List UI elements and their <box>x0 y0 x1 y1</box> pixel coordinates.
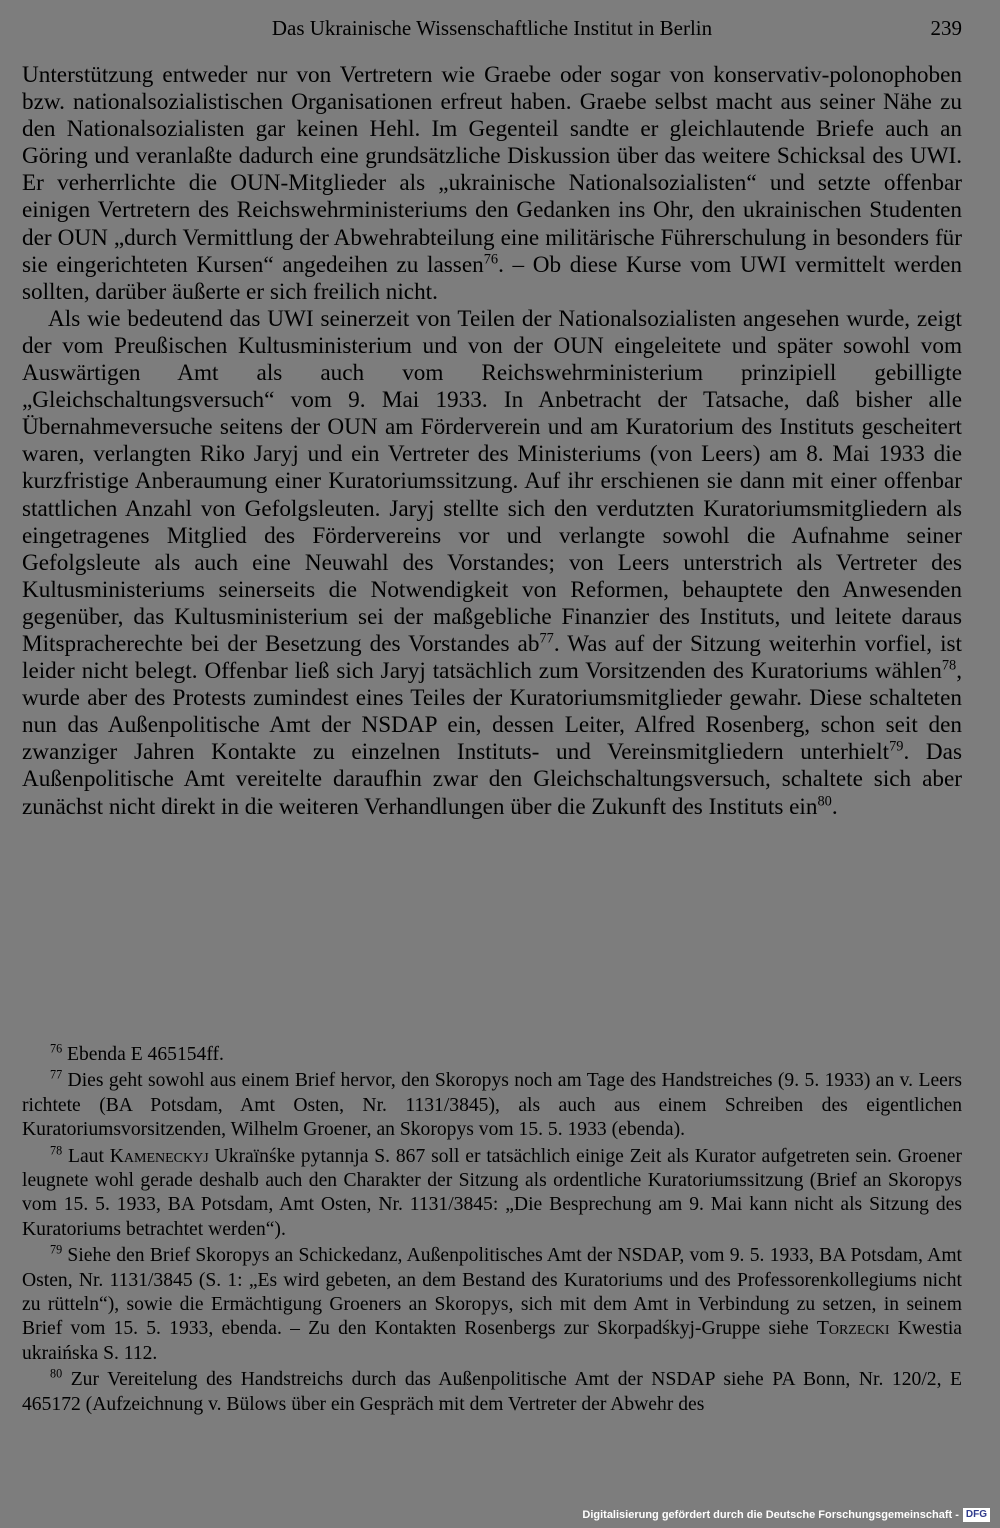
paragraph-2-text-b: . Was auf der Sitzung weiterhin vorfiel, ist leider nicht belegt. Offenbar ließ sich Jaryj tatsächlich zum Vorsitzenden des Kuratoriums wählen <box>22 630 963 685</box>
digitization-notice-text: Digitalisierung gefördert durch die Deutsche Forschungsgemeinschaft - <box>582 1509 959 1521</box>
footnote-number: 77 <box>50 1068 63 1083</box>
footnote-text-pre: Laut <box>62 1145 110 1167</box>
footnote-number: 80 <box>50 1367 63 1381</box>
footnote-ref-76: 76 <box>483 251 499 268</box>
footnote-77 <box>22 1069 962 1142</box>
footnote-ref-79: 79 <box>889 738 904 755</box>
footnotes <box>22 1043 962 1419</box>
footnote-text: Zur Vereitelung des Handstreichs durch das Außenpolitische Amt der NSDAP siehe PA Bonn, Nr. 120/2, E 465172 (Aufzeichnung v. Bülows über ein Gespräch mit dem Vertreter der Abwehr des <box>22 1369 962 1415</box>
paragraph-2 <box>22 306 962 821</box>
author-name-smallcaps: Torzecki <box>816 1318 890 1340</box>
footnote-ref-80: 80 <box>817 792 832 809</box>
dfg-logo: DFG <box>963 1508 990 1522</box>
footnote-text-a: Siehe den Brief Skoropys an Schickedanz, Außenpolitisches Amt der NSDAP, vom 9. 5. 1933, BA Potsdam, Amt Osten, Nr. 1131/3845 (S. 1: „Es wird gebeten, an dem Bestand des Kuratoriums und des Professorenkollegiums nicht zu rütteln“), sowie die Ermächtigung Groeners an Skoropys, sich mit dem Amt in Verbindung zu setzen, in seinem Brief vom 15. 5. 1933, ebenda. – Zu den Kontakten Rosenbergs zur Skorpadśkyj-Gruppe siehe <box>22 1245 962 1340</box>
footnote-ref-78: 78 <box>941 657 957 674</box>
footnote-number: 78 <box>50 1143 63 1158</box>
paragraph-2-text-e: . <box>831 793 838 820</box>
author-name-smallcaps: Kameneckyj <box>109 1145 209 1167</box>
paragraph-2-text-a: Als wie bedeutend das UWI seinerzeit von Teilen der Nationalsozialisten angesehen wurde, zeigt der vom Preußischen Kultusministerium und von der OUN eingeleitete und später sowohl vom Auswärtigen Amt als auch vom Reichswehrministerium prinzipiell gebilligte „Gleichschaltungsversuch“ vom 9. Mai 1933. In Anbetracht der Tatsache, daß bisher alle Übernahmeversuche seitens der OUN am Förderverein und am Kuratorium des Instituts gescheitert waren, verlangten Riko Jaryj und ein Vertreter des Ministeriums (von Leers) am 8. Mai 1933 die kurzfristige Anberaumung einer Kuratoriumssitzung. Auf ihr erschienen sie dann mit einer offenbar stattlichen Anzahl von Gefolgsleuten. Jaryj stellte sich den verdutzten Kuratoriumsmitgliedern als eingetragenes Mitglied des Fördervereins vor und verlangte sowohl die Aufnahme seiner Gefolgsleute als auch eine Neuwahl des Vorstandes; von Leers unterstrich als Vertreter des Kultusministeriums seinerseits die Notwendigkeit von Reformen, behauptete den Anwesenden gegenüber, das Kultusministerium sei der maßgebliche Finanzier des Instituts, und leitete daraus Mitspracherechte bei der Besetzung des Vorstandes ab <box>22 305 962 657</box>
main-text <box>22 62 962 821</box>
paragraph-1 <box>22 62 962 306</box>
footnote-text: Ukraïnśke pytannja S. 867 soll er tatsächlich einige Zeit als Kurator aufgetreten sein. Groener leugnete wohl gerade deshalb auch den Charakter der Sitzung als ordentliche Kuratoriumssitzung (Brief an Skoropys vom 15. 5. 1933, BA Potsdam, Amt Osten, Nr. 1131/3845: „Die Besprechung am 9. Mai kann nicht als Sitzung des Kuratoriums betrachtet werden“). <box>22 1145 962 1240</box>
digitization-notice <box>582 1508 990 1522</box>
footnote-ref-77: 77 <box>539 630 554 647</box>
paragraph-2-text-d: . Das Außenpolitische Amt vereitelte daraufhin zwar den Gleichschaltungsversuch, schaltete sich aber zunächst nicht direkt in die weiteren Verhandlungen über die Zukunft des Instituts ein <box>22 739 962 820</box>
footnote-80 <box>22 1368 962 1417</box>
paragraph-1-text-b: . – Ob diese Kurse vom UWI vermittelt werden sollten, darüber äußerte er sich freilich nicht. <box>22 251 962 305</box>
footnote-78 <box>22 1145 962 1243</box>
footnote-text-b: Kwestia ukraińska S. 112. <box>22 1318 962 1364</box>
page-number: 239 <box>930 16 962 40</box>
footnote-number: 76 <box>50 1041 63 1056</box>
paragraph-2-text-c: , wurde aber des Protests zumindest eines Teiles der Kuratoriumsmitglieder gewahr. Diese schalteten nun das Außenpolitische Amt der NSDAP ein, dessen Leiter, Alfred Rosenberg, schon seit den zwanziger Jahren Kontakte zu einzelnen Instituts- und Vereinsmitgliedern unterhielt <box>22 658 962 766</box>
footnote-number: 79 <box>50 1242 63 1257</box>
paragraph-1-text-a: Unterstützung entweder nur von Vertretern wie Graebe oder sogar von konservativ-polonophoben bzw. nationalsozialistischen Organisationen erfreut haben. Graebe selbst macht aus seiner Nähe zu den Nationalsozialisten gar keinen Hehl. Im Gegenteil sandte er gleichlautende Briefe auch an Göring und veranlaßte dadurch eine grundsätzliche Diskussion über das weitere Schicksal des UWI. Er verherrlichte die OUN-Mitglieder als „ukrainische Nationalsozialisten“ und setzte offenbar einigen Vertretern des Reichswehrministeriums den Gedanken ins Ohr, den ukrainischen Studenten der OUN „durch Vermittlung der Abwehrabteilung eine militärische Führerschulung in besonders für sie eingerichteten Kursen“ angedeihen zu lassen <box>22 62 962 278</box>
footnote-76 <box>22 1043 962 1067</box>
running-title: Das Ukrainische Wissenschaftliche Institut in Berlin <box>271 16 713 40</box>
footnote-79 <box>22 1244 962 1366</box>
footnote-text: Dies geht sowohl aus einem Brief hervor, den Skoropys noch am Tage des Handstreiches (9. 5. 1933) an v. Leers richtete (BA Potsdam, Amt Osten, Nr. 1131/3845), als auch aus einem Schreiben des eigentlichen Kuratoriumsvorsitzenden, Wilhelm Groener, an Skoropys vom 15. 5. 1933 (ebenda). <box>22 1070 962 1141</box>
footnote-text: Ebenda E 465154ff. <box>62 1044 224 1065</box>
running-header <box>22 16 962 46</box>
